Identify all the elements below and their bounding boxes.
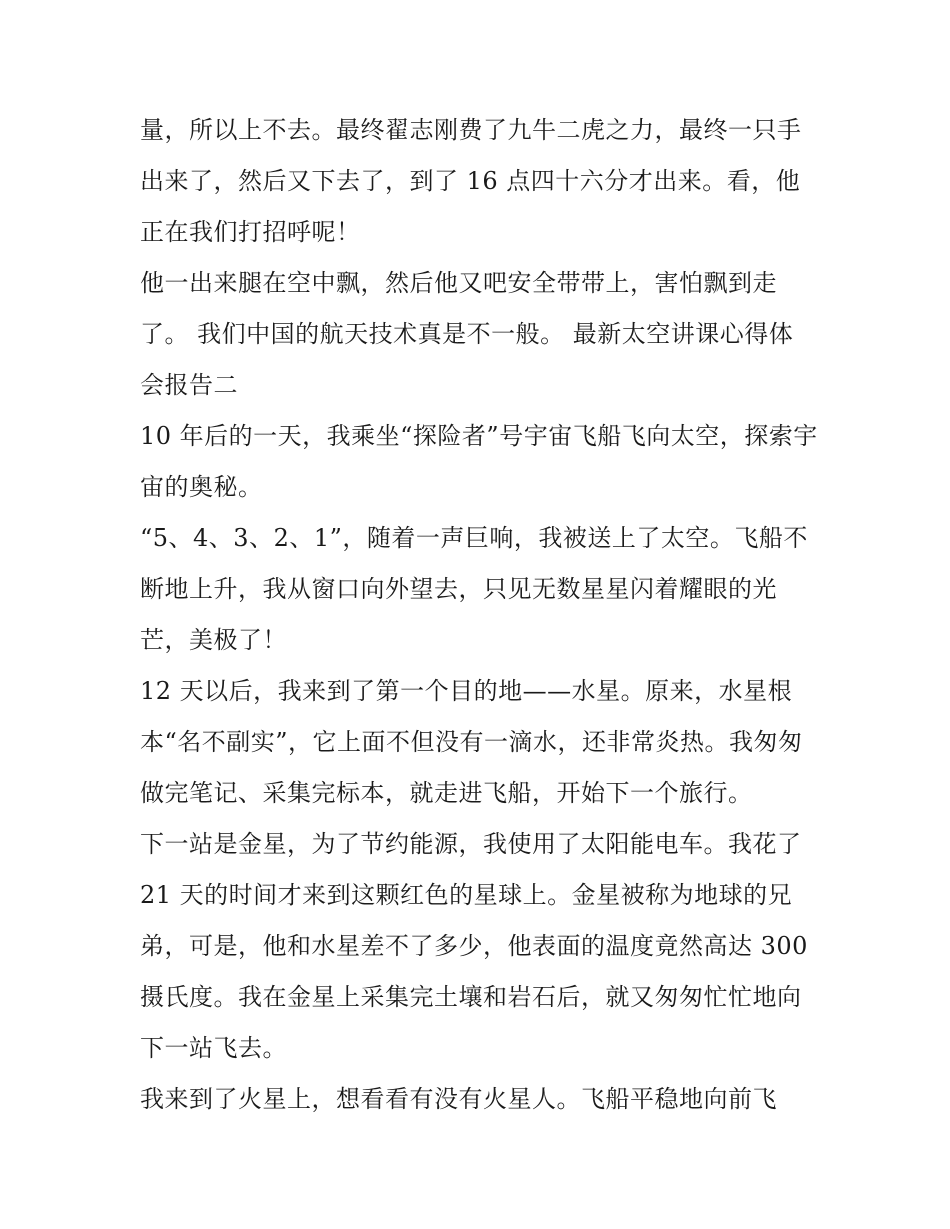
text-line: 弟，可是，他和水星差不了多少，他表面的温度竟然高达 300 xyxy=(140,932,808,960)
text-line: 本“名不副实”，它上面不但没有一滴水，还非常炎热。我匆匆 xyxy=(140,728,803,756)
text-line: 量，所以上不去。最终翟志刚费了九牛二虎之力，最终一只手 xyxy=(140,116,802,144)
text-line: 出来了，然后又下去了，到了 16 点四十六分才出来。看，他 xyxy=(140,167,801,195)
text-line: 12 天以后，我来到了第一个目的地——水星。原来，水星根 xyxy=(140,677,793,705)
text-line: “5、4、3、2、1”，随着一声巨响，我被送上了太空。飞船不 xyxy=(140,524,808,552)
text-line: 做完笔记、采集完标本，就走进飞船，开始下一个旅行。 xyxy=(140,779,753,807)
text-line: 正在我们打招呼呢！ xyxy=(140,218,361,246)
text-line: 21 天的时间才来到这颗红色的星球上。金星被称为地球的兄 xyxy=(140,881,793,909)
text-line: 了。 我们中国的航天技术真是不一般。 最新太空讲课心得体 xyxy=(140,320,794,348)
text-line: 宙的奥秘。 xyxy=(140,473,263,501)
text-line: 他一出来腿在空中飘，然后他又吧安全带带上，害怕飘到走 xyxy=(140,269,777,297)
text-line: 下一站是金星，为了节约能源，我使用了太阳能电车。我花了 xyxy=(140,830,802,858)
text-line: 断地上升，我从窗口向外望去，只见无数星星闪着耀眼的光 xyxy=(140,575,777,603)
document-page xyxy=(140,105,820,1125)
text-line: 摄氏度。我在金星上采集完土壤和岩石后，就又匆匆忙忙地向 xyxy=(140,983,802,1011)
text-line: 10 年后的一天，我乘坐“探险者”号宇宙飞船飞向太空，探索宇 xyxy=(140,422,818,450)
text-line: 会报告二 xyxy=(140,371,238,399)
text-line: 下一站飞去。 xyxy=(140,1034,287,1062)
text-line: 我来到了火星上，想看看有没有火星人。飞船平稳地向前飞 xyxy=(140,1085,777,1113)
text-line: 芒，美极了！ xyxy=(140,626,287,654)
